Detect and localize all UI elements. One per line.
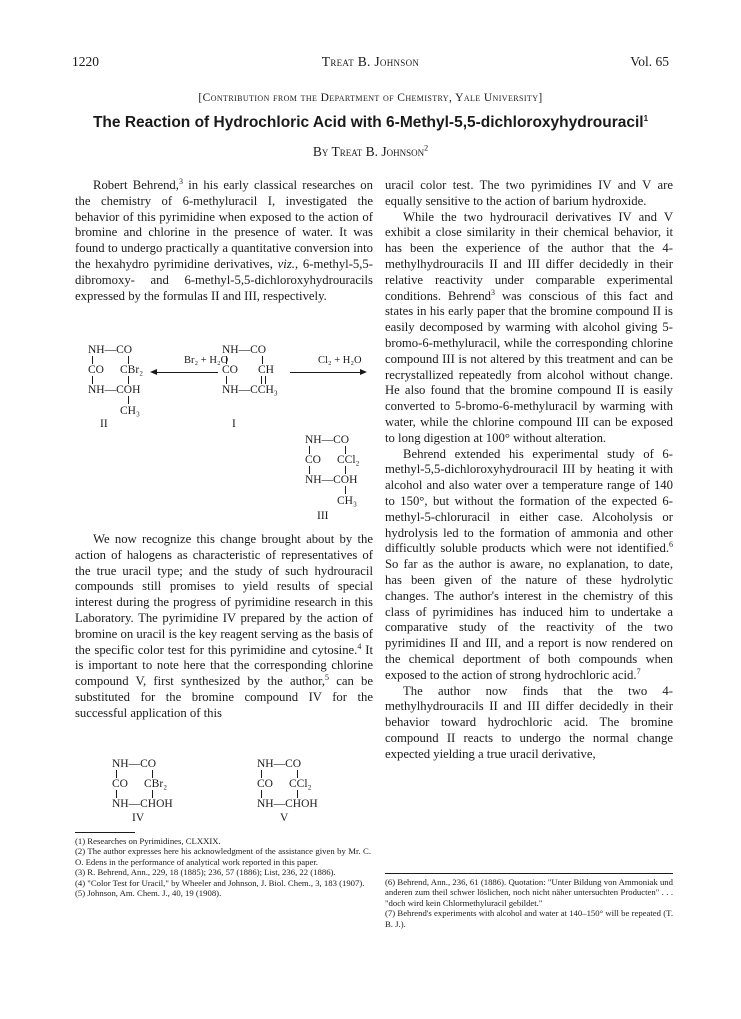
footnotes-right — [385, 877, 673, 929]
volume-label: Vol. 65 — [630, 54, 669, 69]
formula-text: CCl₂ — [289, 778, 312, 790]
left-column-continued — [75, 532, 373, 722]
compound-III-structure — [305, 432, 385, 522]
paragraph: Behrend extended his experimental study of 6-methyl-5,5-dichloroxyhydrouracil III by heating it with alcohol and also water over a temperature range of 140 to 150°, but without the formation of the expected 6-methyl-5-chloruracil in either case. Alcoholysis or hydrolysis led to the formation of ammonia and other difficultly soluble products which were not identified.$^6$ So far as the author is aware, no explanation, to date, has been given of the nature of these hydrolytic changes. The author's interest in the chemistry of this class of pyrimidines has induced him to undertake a comparative study of the reactivity of the two pyrimidines II and III, and a report is now rendered on the chemical deportment of both compounds when exposed to the action of strong hydrochloric acid.$^7$ — [385, 446, 673, 682]
formula-text: NH—CO — [112, 758, 157, 770]
compound-label: IV — [132, 812, 145, 824]
footnote: (4) "Color Test for Uracil," by Wheeler and Johnson, J. Biol. Chem., 3, 183 (1907). — [75, 877, 365, 888]
contribution-line: [Contribution from the Department of Chemistry, Yale University] — [198, 92, 543, 104]
left-column — [75, 178, 373, 304]
formula-text: CH — [258, 364, 274, 376]
formula-text: NH—CCH₃ — [222, 384, 278, 396]
formula-text: CH₃ — [337, 495, 357, 507]
paragraph: We now recognize this change brought about by the action of halogens as characteristic of representatives of the true uracil type; and the study of such hydrouracil compounds still promises to yield results of special interest during the progress of pyrimidine research in this Laboratory. The pyrimidine IV prepared by the action of bromine on uracil is the key reagent serving as the basis of the specific color test for this pyrimidine and cytosine.$^4$ It is important to note here that the corresponding chlorine compound V, first synthesized by the author,$^5$ can be substituted for the bromine compound IV for the successful application of this — [75, 532, 373, 720]
paragraph: The author now finds that the two 4-methylhydrouracils II and III differ decidedly in their behavior toward hydrochloric acid. The bromine compound II reacts to undergo the normal change expected yielding a true uracil derivative, — [385, 683, 673, 761]
formula-text: NH—COH — [88, 384, 141, 396]
right-column — [385, 178, 673, 762]
footnote-rule-right — [385, 873, 673, 874]
paragraph: While the two hydrouracil derivatives IV and V exhibit a close similarity in their chemical behavior, it has been the experience of the author that the 4-methylhydrouracils II and III differ decidedly in their relative reactivity under comparable experimental conditions. Behrend$^3$ was conscious of this fact and states in his early paper that the bromine compound II is easily decomposed by warming with alcohol giving 5-bromo-6-methyluracil, while the corresponding chlorine compound III is not altered by this treatment and can be recrystallized repeatedly from alcohol without change. He also found that the bromine compound II is easily converted to 5-bromo-6-methyluracil by warming with water, while the chlorine compound III can be exposed to long digestion at 100° without alteration. — [385, 209, 673, 445]
formula-text: CO — [305, 454, 321, 466]
formula-text: CCl₂ — [337, 454, 360, 466]
page-number: 1220 — [72, 54, 99, 69]
formula-text: CO — [257, 778, 273, 790]
compound-label: II — [100, 418, 108, 430]
footnote: (3) R. Behrend, Ann., 229, 18 (1885); 236, 57 (1886); List, 236, 22 (1886). — [75, 867, 336, 878]
running-header — [72, 54, 669, 74]
byline: By Treat B. Johnson$^2$ — [312, 143, 429, 159]
reagent-label: Cl₂ + H₂O — [318, 355, 362, 366]
formula-text: CO — [112, 778, 128, 790]
formula-text: NH—CHOH — [257, 798, 318, 810]
compound-label: III — [317, 510, 329, 522]
footnote: (2) The author expresses here his acknowledgment of the assistance given by Mr. C. O. Edens in the performance of analytical work reported in this paper. — [75, 846, 371, 867]
paragraph: Robert Behrend,$^3$ in his early classical researches on the chemistry of 6-methyluracil I, investigated the behavior of this pyrimidine when exposed to the action of bromine and chlorine in the presence of water. It was found to undergo practically a quantitative conversion into the hexahydro pyrimidine derivatives, viz., 6-methyl-5,5-dibromoxy- and 6-methyl-5,5-dichloroxyhydrouracils expressed by the formulas II and III, respectively. — [75, 176, 373, 303]
compound-label: V — [280, 812, 289, 824]
formula-text: CBr₂ — [144, 778, 168, 790]
formula-text: CBr₂ — [120, 364, 144, 376]
formula-text: NH—CO — [305, 434, 350, 446]
formula-text: NH—CO — [257, 758, 302, 770]
formula-text: NH—CO — [88, 344, 133, 356]
reaction-scheme-2 — [112, 756, 372, 826]
formula-text: NH—COH — [305, 474, 358, 486]
formula-text: CO — [222, 364, 238, 376]
running-title: Treat B. Johnson — [321, 54, 420, 69]
footnote: (1) Researches on Pyrimidines, CLXXIX. — [75, 836, 221, 846]
footnote: (7) Behrend's experiments with alcohol and water at 140–150° will be repeated (T. B. J.). — [385, 908, 673, 929]
footnote: (5) Johnson, Am. Chem. J., 40, 19 (1908). — [75, 888, 222, 899]
compound-label: I — [232, 418, 236, 430]
formula-text: NH—CHOH — [112, 798, 173, 810]
reagent-label: Br₂ + H₂O — [184, 355, 229, 366]
paragraph: uracil color test. The two pyrimidines IV and V are equally sensitive to the action of barium hydroxide. — [385, 178, 673, 208]
footnote-rule — [75, 832, 135, 833]
formula-text: NH—CO — [222, 344, 267, 356]
formula-text: CO — [88, 364, 104, 376]
article-title: The Reaction of Hydrochloric Acid with 6-Methyl-5,5-dichloroxyhydrouracil$^1$ — [92, 113, 649, 131]
formula-text: CH₃ — [120, 405, 140, 417]
footnote: (6) Behrend, Ann., 236, 61 (1886). Quotation: "Unter Bildung von Ammoniak und anderen zum theil schwer löslichen, noch nicht näher untersuchten Producten" . . . "doch wird kein Chlormethyluracil gebildet." — [385, 877, 673, 908]
footnotes-left — [75, 836, 371, 898]
